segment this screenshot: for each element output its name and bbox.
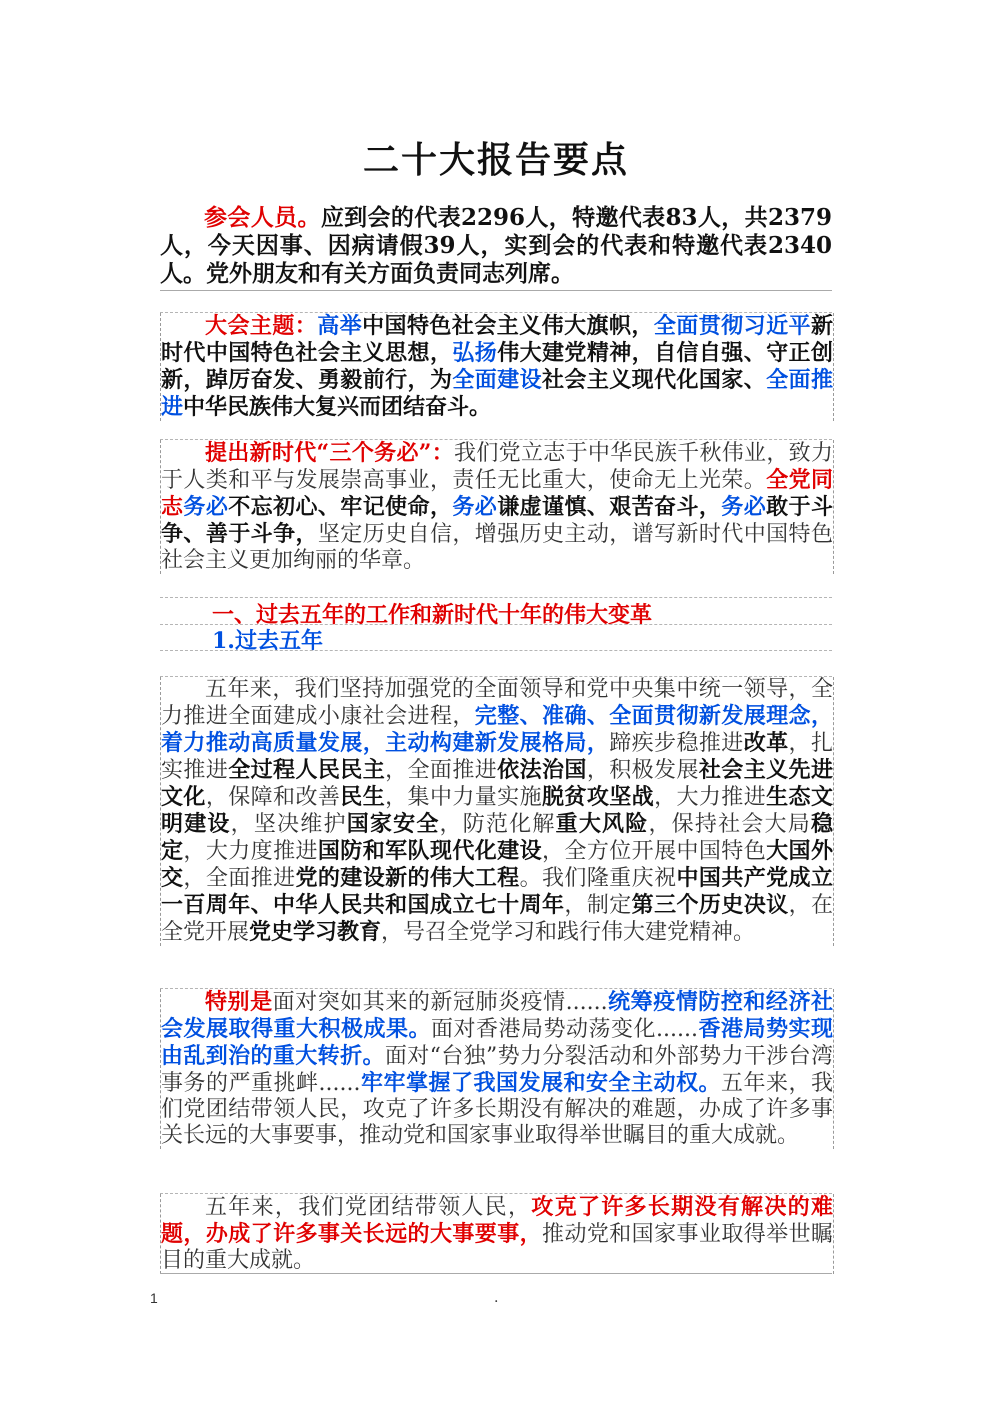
- especially-text: 五年来，我们党团结带领人民，攻克了许多长期没有解决的难题，办成了许多事关长远的大事要事，推动党和国家事业取得举世瞩目的重大成就。: [161, 1071, 833, 1148]
- five-years-text: ，号召全党学习和践行伟大建党精神。: [381, 920, 756, 945]
- five-years-text: ，保障和改善: [205, 785, 341, 810]
- three-musts-highlight: 全党同志: [161, 467, 833, 520]
- five-years-highlight: 完整、准确、全面贯彻新发展理念，着力推动高质量发展，主动构建新发展格局，: [161, 703, 833, 756]
- theme-text: 社会主义现代化国家、: [542, 367, 767, 393]
- five-years-text: ，全方位开展中国特色: [542, 839, 767, 864]
- theme-keyword: 全面推进: [161, 367, 833, 420]
- five-years-key: 中国共产党成立一百周年、中华人民共和国成立七十周年: [161, 865, 833, 918]
- five-years-text: ，在全党开展: [161, 893, 833, 945]
- three-musts-keyword: 务必: [452, 494, 498, 520]
- three-musts-label: 提出新时代“三个务必”：: [205, 440, 455, 466]
- three-musts-keyword: 务必: [721, 494, 767, 520]
- five-years-text: ，防范化解: [439, 812, 556, 837]
- theme-text: 伟大建党精神，自信自强、守正创新，踔厉奋发、勇毅前行，为: [161, 340, 833, 393]
- theme-keyword: 全面贯彻习近平: [653, 313, 811, 339]
- three-musts-text: 坚定历史自信，增强历史主动，谱写新时代中国特色社会主义更加绚丽的华章。: [161, 522, 833, 573]
- five-years-key: 重大风险: [555, 811, 649, 837]
- especially-highlight: 香港局势实现由乱到治的重大转折。: [161, 1016, 833, 1069]
- theme-label: 大会主题：: [205, 313, 318, 339]
- five-years-key: 大国外交: [161, 838, 833, 891]
- theme-keyword: 全面建设: [452, 367, 543, 393]
- five-years-key: 党史学习教育: [249, 919, 382, 945]
- especially-text: 面对香港局势动荡变化......: [431, 1017, 698, 1042]
- three-musts-paragraph: [160, 440, 834, 574]
- theme-paragraph: [160, 313, 834, 421]
- five-years-text: 五年来，我们坚持加强党的全面领导和党中央集中统一领导，全力推进全面建成小康社会进程，: [161, 677, 833, 729]
- especially-highlight: 统筹疫情防控和经济社会发展取得重大积极成果。: [161, 989, 833, 1042]
- attendance-text: 应到会的代表2296人，特邀代表83人，共2379人，今天因事、因病请假39人，实到会的代表和特邀代表2340人。党外朋友和有关方面负责同志列席。: [160, 204, 832, 287]
- three-musts-text: 敢于斗争、善于斗争，: [161, 494, 833, 547]
- five-years-key: 第三个历史决议: [631, 892, 789, 918]
- five-years-key: 生态文明建设: [161, 784, 833, 837]
- five-years-key: 民生: [340, 784, 386, 810]
- five-years-text: ，扎实推进: [161, 731, 833, 783]
- five-years-key: 脱贫攻坚战: [542, 784, 655, 810]
- summary-text: 五年来，我们党团结带领人民，: [205, 1195, 532, 1220]
- three-musts-keyword: 务必: [183, 494, 229, 520]
- summary-paragraph: [160, 1194, 834, 1274]
- three-musts-text: 不忘初心、牢记使命，: [228, 494, 453, 520]
- five-years-text: ，大力推进: [654, 785, 767, 810]
- five-years-text: ，保持社会大局: [648, 812, 811, 837]
- five-years-text: ，积极发展: [586, 758, 699, 783]
- five-years-text: ，全面推进: [385, 758, 498, 783]
- three-musts-text: 谦虚谨慎、艰苦奋斗，: [497, 494, 722, 520]
- theme-text: 中华民族伟大复兴而团结奋斗。: [183, 394, 492, 420]
- especially-text: 面对突如其来的新冠肺炎疫情......: [272, 990, 608, 1015]
- five-years-key: 依法治国: [497, 757, 587, 783]
- divider: [160, 650, 832, 651]
- divider: [160, 1273, 832, 1274]
- five-years-text: ，制定: [564, 893, 632, 918]
- theme-keyword: 弘扬: [452, 340, 498, 366]
- theme-text: 中国特色社会主义伟大旗帜，: [362, 313, 654, 339]
- five-years-text: ，全面推进: [183, 866, 296, 891]
- especially-highlight: 牢牢掌握了我国发展和安全主动权。: [360, 1070, 721, 1096]
- five-years-text: 。我们隆重庆祝: [519, 866, 677, 891]
- theme-keyword: 高举: [317, 313, 363, 339]
- three-musts-text: 我们党立志于中华民族千秋伟业，致力于人类和平与发展崇高事业，责任无比重大，使命无上光荣。: [161, 441, 833, 493]
- theme-text: 新时代中国特色社会主义思想，: [161, 313, 833, 366]
- footer-dot: .: [494, 1290, 499, 1306]
- summary-text: 推动党和国家事业取得举世瞩目的重大成就。: [161, 1222, 833, 1273]
- five-years-text: ，大力度推进: [183, 839, 318, 864]
- five-years-paragraph: [160, 677, 834, 946]
- subsection-heading: 1.过去五年: [212, 628, 323, 654]
- attendance-paragraph: [160, 204, 832, 288]
- especially-paragraph: [160, 989, 834, 1149]
- five-years-key: 稳定: [161, 811, 833, 864]
- five-years-text: ，集中力量实施: [385, 785, 542, 810]
- especially-text: 面对“台独”势力分裂活动和外部势力干涉台湾事务的严重挑衅......: [161, 1044, 833, 1096]
- five-years-key: 国防和军队现代化建设: [317, 838, 543, 864]
- five-years-key: 改革: [743, 730, 789, 756]
- five-years-key: 党的建设新的伟大工程: [295, 865, 520, 891]
- summary-highlight: 攻克了许多长期没有解决的难题，办成了许多事关长远的大事要事，: [161, 1194, 833, 1247]
- five-years-key: 国家安全: [346, 811, 440, 837]
- five-years-text: 蹄疾步稳推进: [609, 731, 744, 756]
- attendance-label: 参会人员。: [204, 204, 321, 231]
- especially-label: 特别是: [205, 989, 273, 1015]
- section-heading: 一、过去五年的工作和新时代十年的伟大变革: [212, 602, 653, 628]
- five-years-text: ，坚决维护: [230, 812, 347, 837]
- five-years-key: 社会主义先进文化: [161, 757, 833, 810]
- divider: [160, 290, 832, 291]
- page-title: 二十大报告要点: [362, 139, 629, 181]
- page-number: 1: [150, 1290, 158, 1306]
- five-years-key: 全过程人民民主: [228, 757, 386, 783]
